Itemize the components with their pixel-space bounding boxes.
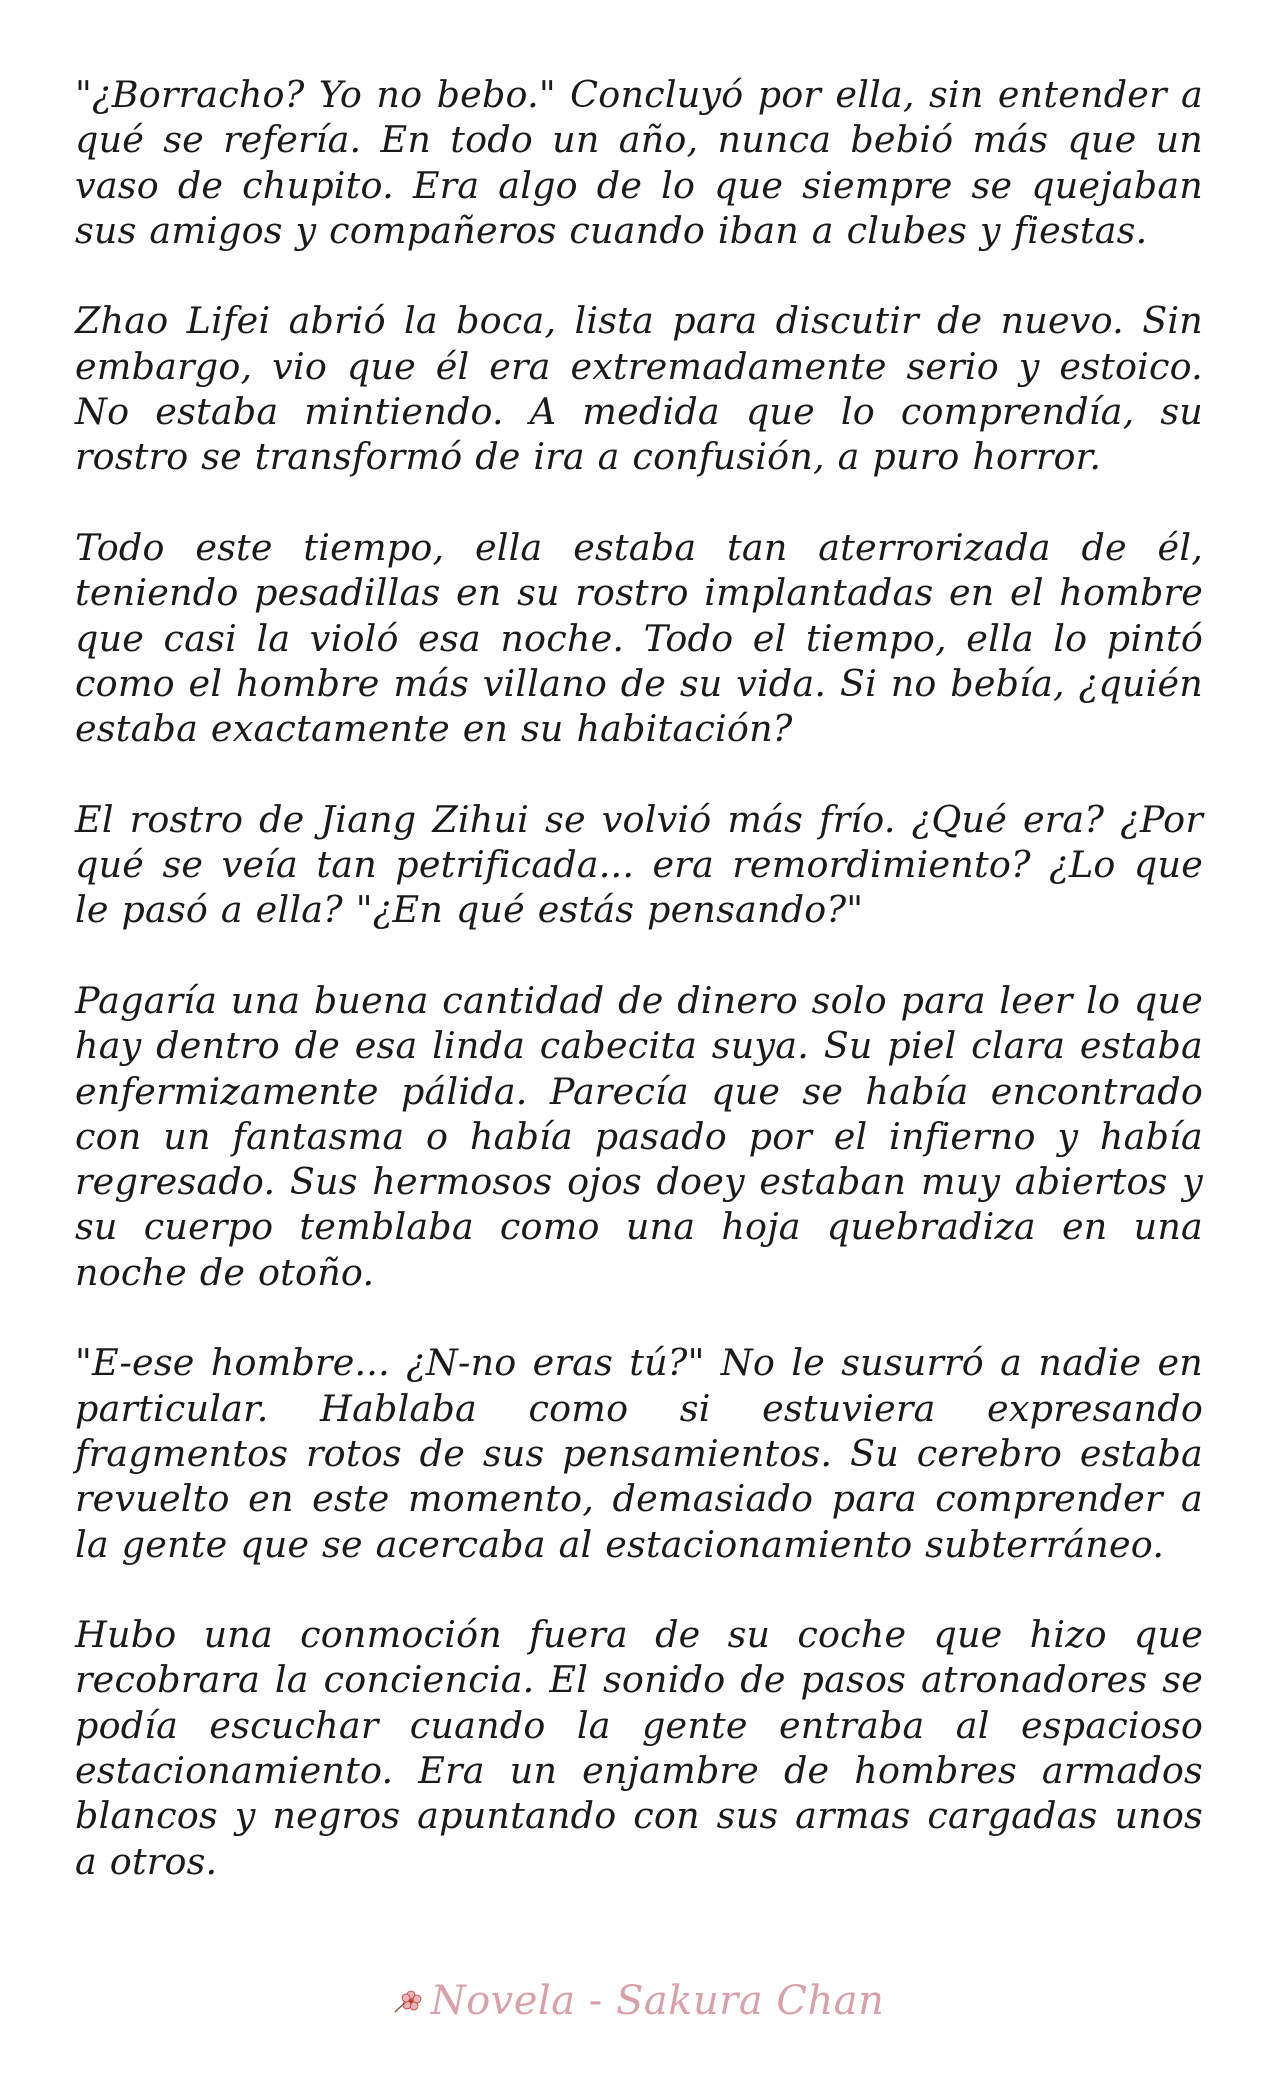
document-body (75, 72, 1203, 1929)
sakura-flower-icon (391, 1986, 425, 2016)
footer-brand-text: Novela - Sakura Chan (430, 1978, 885, 2024)
paragraph-2: Zhao Lifei abrió la boca, lista para discutir de nuevo. Sin embargo, vio que él era extremadamente serio y estoico. No estaba mintiendo. A medida que lo comprendía, su rostro se transformó de ira a confusión, a puro horror. (75, 299, 1203, 479)
paragraph-4: El rostro de Jiang Zihui se volvió más frío. ¿Qué era? ¿Por qué se veía tan petrificada... era remordimiento? ¿Lo que le pasó a ella? "¿En qué estás pensando?" (75, 797, 1203, 932)
footer-watermark (0, 1978, 1275, 2024)
footer-brand-group (391, 1978, 885, 2024)
paragraph-5: Pagaría una buena cantidad de dinero solo para leer lo que hay dentro de esa linda cabecita suya. Su piel clara estaba enfermizamente pálida. Parecía que se había encontrado con un fantasma o había pasado por el infierno y había regresado. Sus hermosos ojos doey estaban muy abiertos y su cuerpo temblaba como una hoja quebradiza en una noche de otoño. (75, 978, 1203, 1294)
paragraph-1: "¿Borracho? Yo no bebo." Concluyó por ella, sin entender a qué se refería. En todo un año, nunca bebió más que un vaso de chupito. Era algo de lo que siempre se quejaban sus amigos y compañeros cuando iban a clubes y fiestas. (75, 73, 1203, 252)
paragraph-7: Hubo una conmoción fuera de su coche que hizo que recobrara la conciencia. El sonido de pasos atronadores se podía escuchar cuando la gente entraba al espacioso estacionamiento. Era un enjambre de hombres armados blancos y negros apuntando con sus armas cargadas unos a otros. (75, 1613, 1203, 1883)
paragraph-6: "E-ese hombre... ¿N-no eras tú?" No le susurró a nadie en particular. Hablaba como si estuviera expresando fragmentos rotos de sus pensamientos. Su cerebro estaba revuelto en este momento, demasiado para comprender a la gente que se acercaba al estacionamiento subterráneo. (75, 1341, 1203, 1566)
paragraph-3: Todo este tiempo, ella estaba tan aterrorizada de él, teniendo pesadillas en su rostro implantadas en el hombre que casi la violó esa noche. Todo el tiempo, ella lo pintó como el hombre más villano de su vida. Si no bebía, ¿quién estaba exactamente en su habitación? (75, 525, 1203, 751)
